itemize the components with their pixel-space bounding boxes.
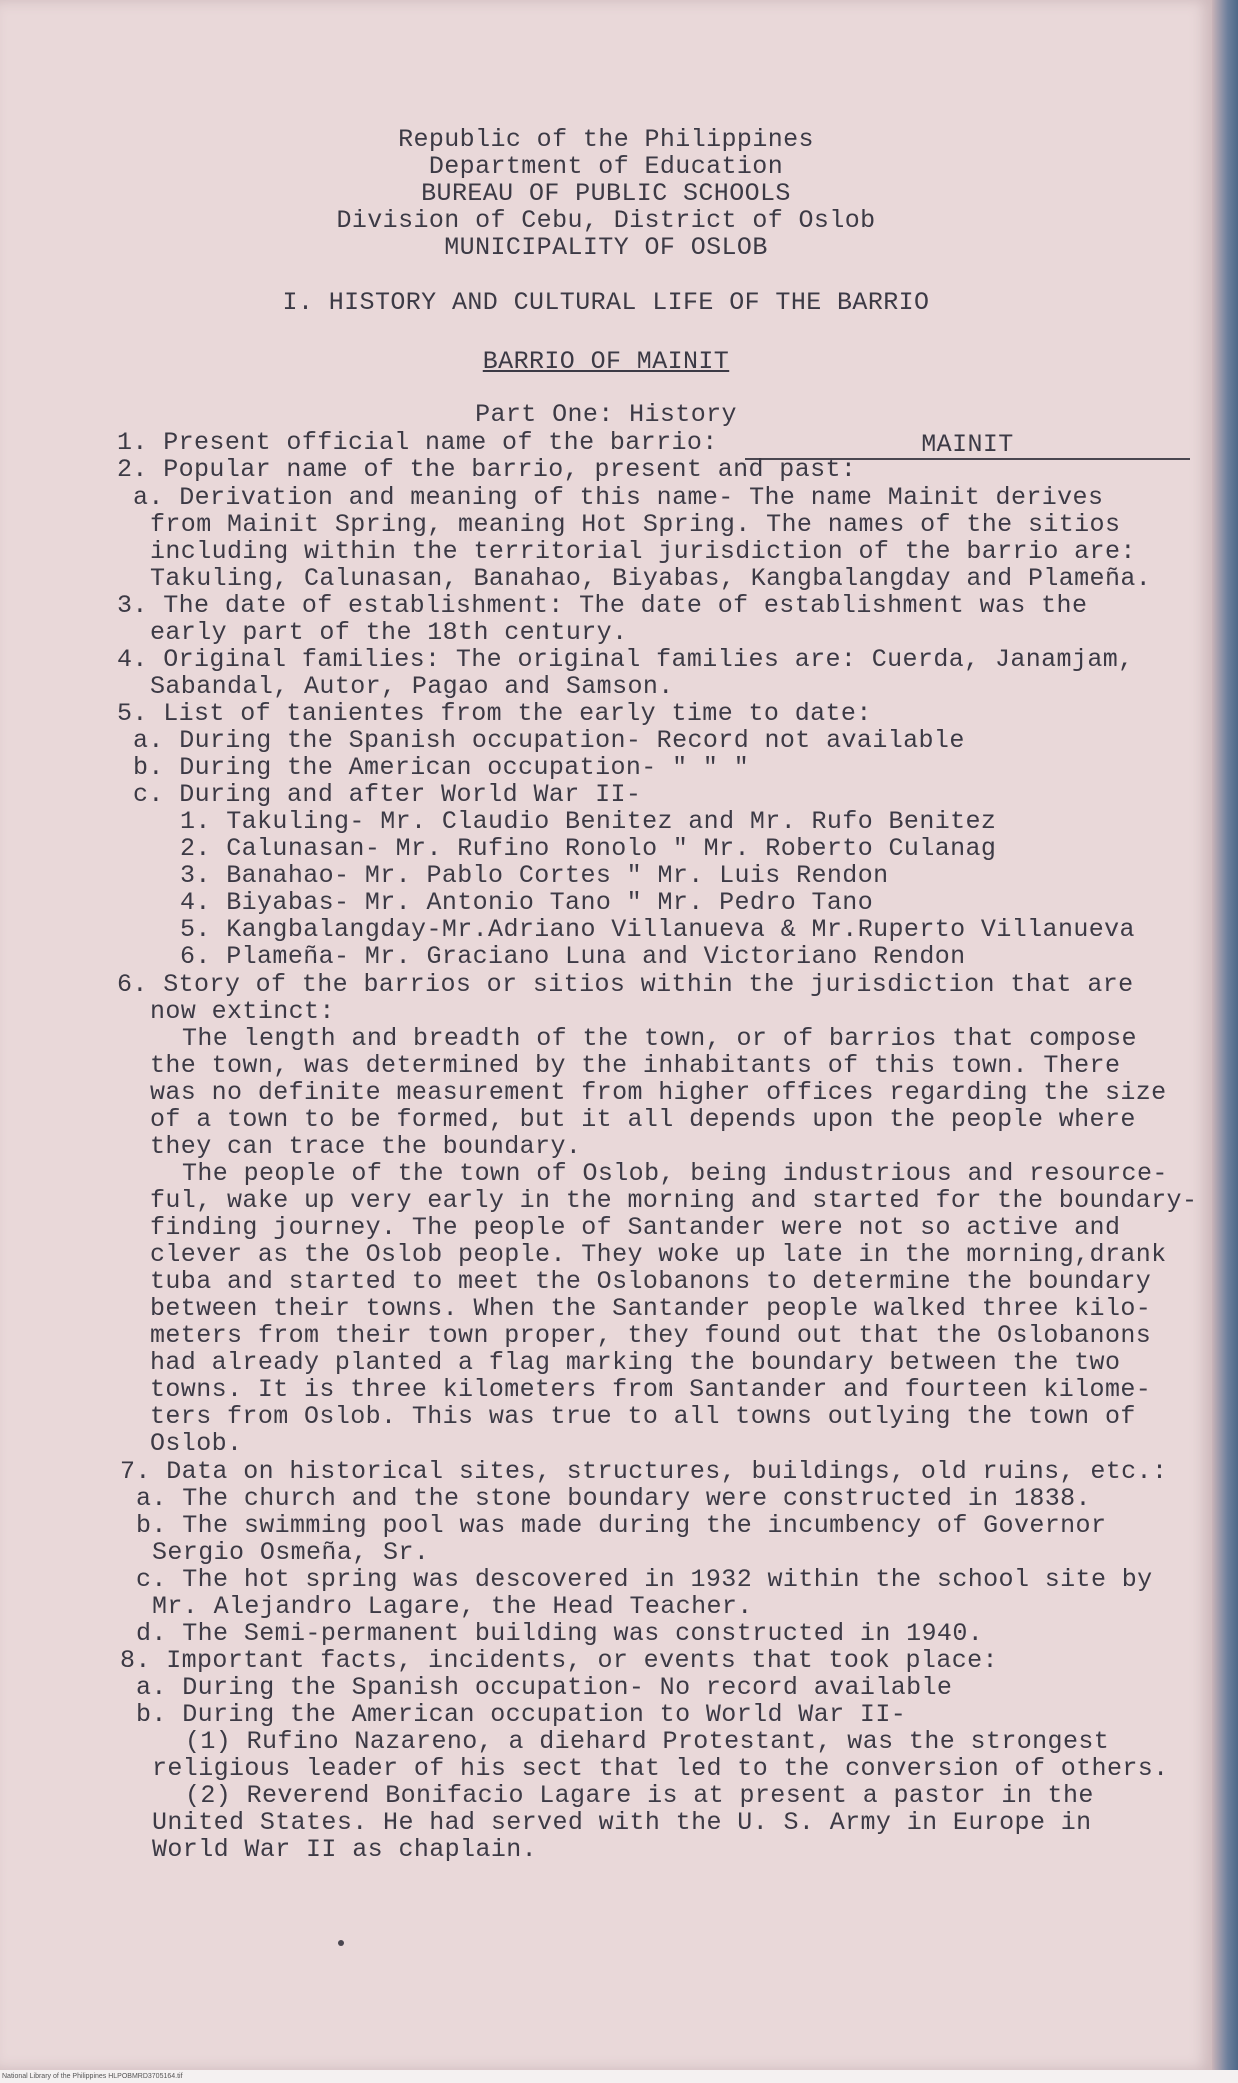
- text-line: c. During and after World War II-: [133, 780, 642, 809]
- text-line: (2) Reverend Bonifacio Lagare is at present a pastor in the: [185, 1781, 1094, 1810]
- text-line: (1) Rufino Nazareno, a diehard Protestant, was the strongest: [185, 1727, 1110, 1756]
- text-line: from Mainit Spring, meaning Hot Spring. The names of the sitios: [150, 510, 1121, 539]
- text-line: the town, was determined by the inhabitants of this town. There: [150, 1051, 1121, 1080]
- text-line: a. The church and the stone boundary were constructed in 1838.: [136, 1484, 1091, 1513]
- text-line: now extinct:: [150, 997, 335, 1026]
- text-line: 1. Takuling- Mr. Claudio Benitez and Mr. Rufo Benitez: [180, 807, 997, 836]
- text-line: clever as the Oslob people. They woke up late in the morning,drank: [150, 1240, 1167, 1269]
- text-line: ters from Oslob. This was true to all towns outlying the town of: [150, 1402, 1136, 1431]
- text-line: 4. Biyabas- Mr. Antonio Tano " Mr. Pedro Tano: [180, 888, 874, 917]
- barrio-name-field: MAINIT: [745, 432, 1190, 460]
- part-title: Part One: History: [475, 400, 737, 429]
- text-line: was no definite measurement from higher offices regarding the size: [150, 1078, 1167, 1107]
- text-line: ful, wake up very early in the morning and started for the boundary-: [150, 1186, 1198, 1215]
- text-line: a. During the Spanish occupation- No record available: [136, 1673, 953, 1702]
- text-line: United States. He had served with the U. S. Army in Europe in: [152, 1808, 1092, 1837]
- section-title: I. HISTORY AND CULTURAL LIFE OF THE BARRIO: [282, 288, 930, 317]
- text-line: Oslob.: [150, 1429, 243, 1458]
- text-line: 7. Data on historical sites, structures, buildings, old ruins, etc.:: [120, 1457, 1168, 1486]
- header-line: Republic of the Philippines: [398, 125, 814, 154]
- text-line: 8. Important facts, incidents, or events that took place:: [120, 1646, 998, 1675]
- text-line: finding journey. The people of Santander were not so active and: [150, 1213, 1121, 1242]
- header-line: Department of Education: [428, 152, 784, 181]
- text-line: between their towns. When the Santander people walked three kilo-: [150, 1294, 1152, 1323]
- text-line: 3. Banahao- Mr. Pablo Cortes " Mr. Luis Rendon: [180, 861, 889, 890]
- text-line: towns. It is three kilometers from Santander and fourteen kilome-: [150, 1375, 1152, 1404]
- footer-credit: National Library of the Philippines HLPOBMRD3705164.tif: [0, 2070, 1238, 2083]
- header-line: MUNICIPALITY OF OSLOB: [444, 233, 768, 262]
- text-line: a. During the Spanish occupation- Record not available: [133, 726, 965, 755]
- text-line: religious leader of his sect that led to the conversion of others.: [152, 1754, 1169, 1783]
- text-line: 2. Popular name of the barrio, present and past:: [117, 455, 857, 484]
- text-line: including within the territorial jurisdiction of the barrio are:: [150, 537, 1136, 566]
- text-line: 1. Present official name of the barrio:: [117, 428, 718, 457]
- text-line: tuba and started to meet the Oslobanons to determine the boundary: [150, 1267, 1152, 1296]
- text-line: 6. Story of the barrios or sitios within the jurisdiction that are: [117, 970, 1134, 999]
- text-line: a. Derivation and meaning of this name- The name Mainit derives: [133, 483, 1104, 512]
- text-line: b. During the American occupation to World War II-: [136, 1700, 907, 1729]
- text-line: Sergio Osmeña, Sr.: [152, 1538, 430, 1567]
- text-line: d. The Semi-permanent building was constructed in 1940.: [136, 1619, 984, 1648]
- text-line: 5. Kangbalangday-Mr.Adriano Villanueva & Mr.Ruperto Villanueva: [180, 915, 1135, 944]
- page-edge: [1212, 0, 1238, 2070]
- text-line: 2. Calunasan- Mr. Rufino Ronolo " Mr. Roberto Culanag: [180, 834, 997, 863]
- text-line: of a town to be formed, but it all depends upon the people where: [150, 1105, 1136, 1134]
- text-line: meters from their town proper, they found out that the Oslobanons: [150, 1321, 1152, 1350]
- text-line: World War II as chaplain.: [152, 1835, 538, 1864]
- text-line: b. During the American occupation- " " ": [133, 753, 750, 782]
- header-line: Division of Cebu, District of Oslob: [336, 206, 876, 235]
- text-line: The length and breadth of the town, or of barrios that compose: [182, 1024, 1137, 1053]
- text-line: c. The hot spring was descovered in 1932 within the school site by: [136, 1565, 1153, 1594]
- text-line: 5. List of tanientes from the early time to date:: [117, 699, 872, 728]
- text-line: Mr. Alejandro Lagare, the Head Teacher.: [152, 1592, 753, 1621]
- barrio-title: BARRIO OF MAINIT: [482, 347, 730, 376]
- text-line: had already planted a flag marking the boundary between the two: [150, 1348, 1121, 1377]
- text-line: 3. The date of establishment: The date of establishment was the: [117, 591, 1088, 620]
- text-line: 4. Original families: The original families are: Cuerda, Janamjam,: [117, 645, 1134, 674]
- text-line: 6. Plameña- Mr. Graciano Luna and Victoriano Rendon: [180, 942, 966, 971]
- ink-dot: [338, 1940, 344, 1946]
- header-line: BUREAU OF PUBLIC SCHOOLS: [421, 179, 791, 208]
- text-line: early part of the 18th century.: [150, 618, 628, 647]
- text-line: b. The swimming pool was made during the incumbency of Governor: [136, 1511, 1107, 1540]
- text-line: The people of the town of Oslob, being industrious and resource-: [182, 1159, 1168, 1188]
- text-line: Sabandal, Autor, Pagao and Samson.: [150, 672, 674, 701]
- text-line: they can trace the boundary.: [150, 1132, 582, 1161]
- text-line: Takuling, Calunasan, Banahao, Biyabas, Kangbalangday and Plameña.: [150, 564, 1152, 593]
